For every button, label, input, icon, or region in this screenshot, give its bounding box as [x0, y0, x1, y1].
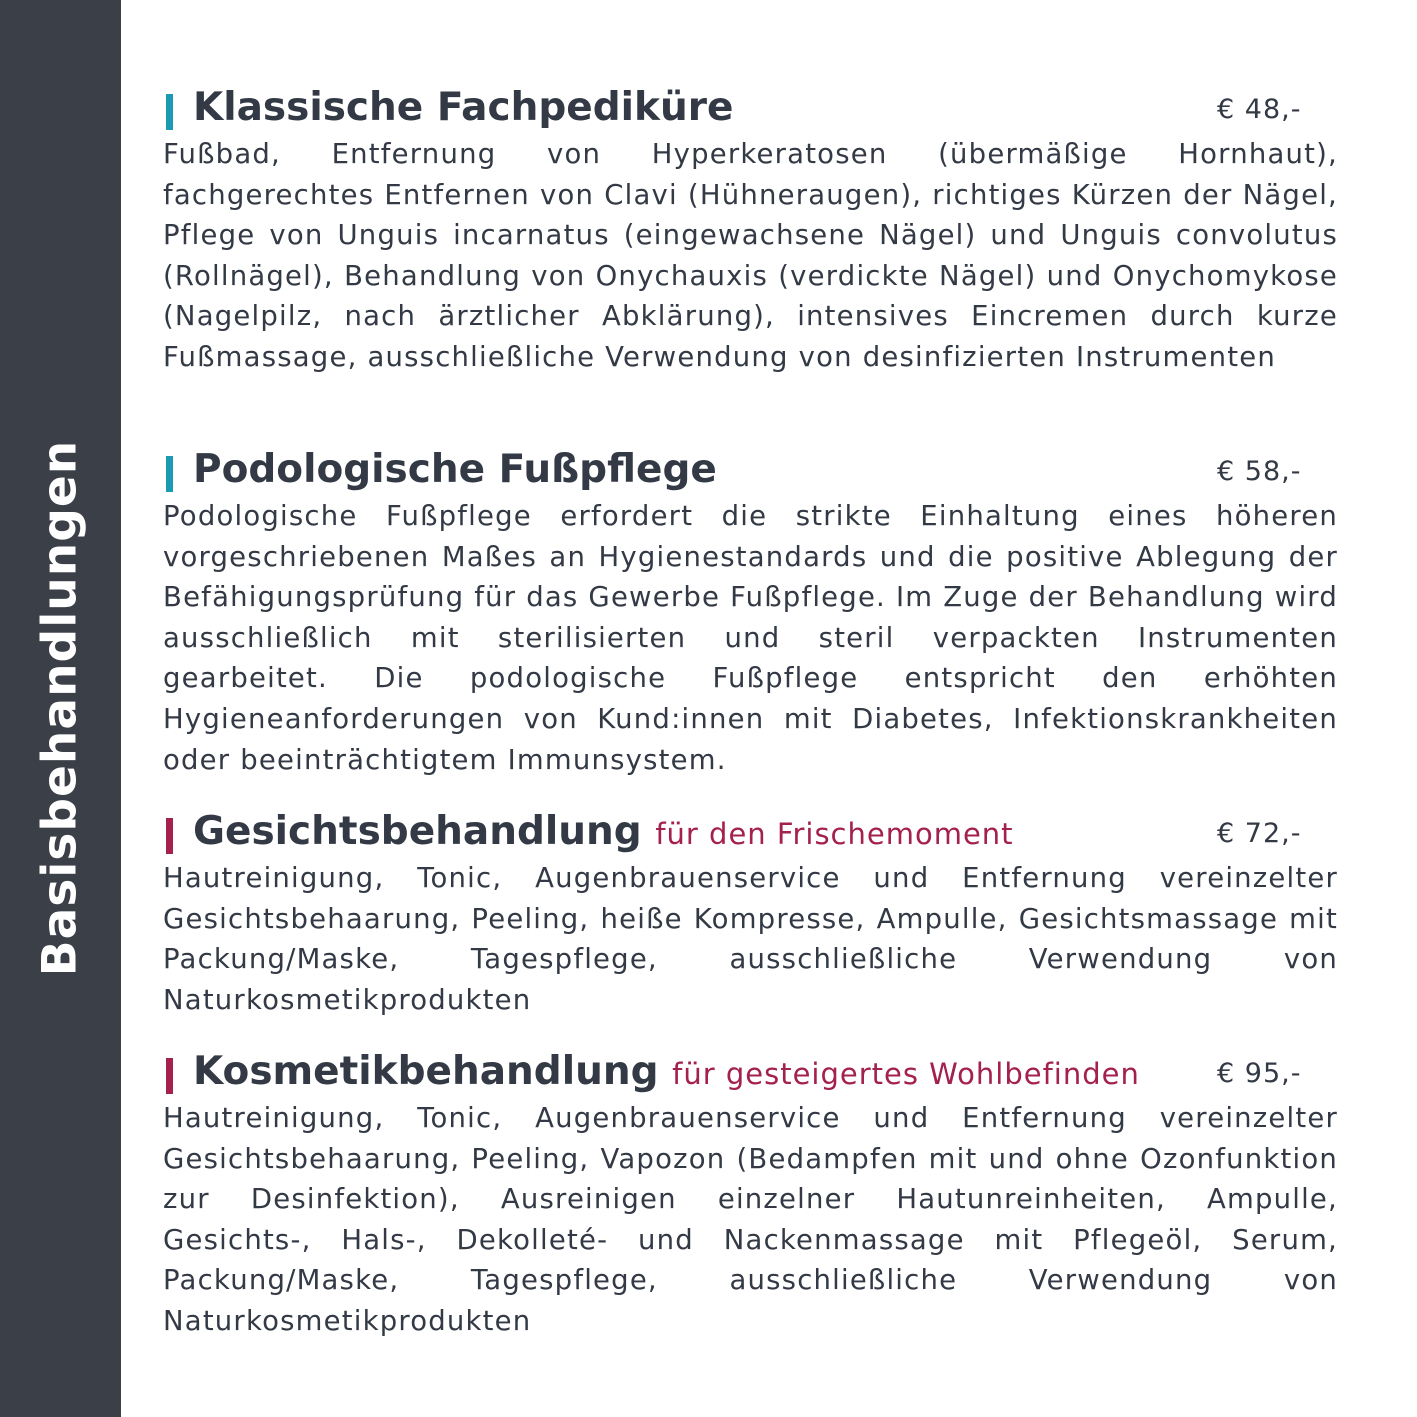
- accent-bar: [166, 94, 173, 130]
- service-price: € 58,-: [1217, 456, 1302, 487]
- accent-bar: [166, 456, 173, 492]
- service-header: [163, 86, 1338, 134]
- sidebar-title: Basisbehandlungen: [32, 439, 88, 977]
- service-section: [163, 86, 1338, 378]
- service-price: € 95,-: [1217, 1058, 1302, 1089]
- service-section: [163, 1050, 1338, 1342]
- service-description: Podologische Fußpflege erfordert die strikte Einhaltung eines höheren vorgeschriebenen Maßes an Hygienestandards und die positive Ablegung der Befähigungsprüfung für das Gewerbe Fußpflege. Im Zuge der Behandlung wird ausschließlich mit sterilisierten und steril verpackten Instrumenten gearbeitet. Die podologische Fußpflege entspricht den erhöhten Hygieneanforderungen von Kund:innen mit Diabetes, Infektionskrankheiten oder beeinträchtigtem Immunsystem.: [163, 500, 1338, 776]
- sidebar: [0, 0, 121, 1417]
- service-title-group: [193, 810, 1014, 856]
- service-title: Gesichtsbehandlung: [193, 809, 642, 854]
- service-header: [163, 448, 1338, 496]
- service-section: [163, 810, 1338, 1020]
- service-price: € 48,-: [1217, 94, 1302, 125]
- service-section: [163, 448, 1338, 780]
- service-price: € 72,-: [1217, 818, 1302, 849]
- service-header: [163, 810, 1338, 858]
- service-description: Hautreinigung, Tonic, Augenbrauenservice und Entfernung vereinzelter Gesichtsbehaarung, Peeling, Vapozon (Bedampfen mit und ohne Ozonfunktion zur Desinfektion), Ausreinigen einzelner Hautunreinheiten, Ampulle, Gesichts-, Hals-, Dekolleté- und Nackenmassage mit Pflegeöl, Serum, Packung/Maske, Tagespflege, ausschließliche Verwendung von Naturkosmetikprodukten: [163, 1102, 1338, 1337]
- service-subtitle: für den Frischemoment: [655, 817, 1014, 851]
- service-subtitle: für gesteigertes Wohlbefinden: [672, 1057, 1140, 1091]
- service-description: Hautreinigung, Tonic, Augenbrauenservice und Entfernung vereinzelter Gesichtsbehaarung, Peeling, heiße Kompresse, Ampulle, Gesichtsmassage mit Packung/Maske, Tagespflege, ausschließliche Verwendung von Naturkosmetikprodukten: [163, 862, 1338, 1016]
- service-title-group: [193, 1050, 1140, 1096]
- service-description: Fußbad, Entfernung von Hyperkeratosen (übermäßige Hornhaut), fachgerechtes Entfernen von Clavi (Hühneraugen), richtiges Kürzen der Nägel, Pflege von Unguis incarnatus (eingewachsene Nägel) und Unguis convolutus (Rollnägel), Behandlung von Onychauxis (verdickte Nägel) und Onychomykose (Nagelpilz, nach ärztlicher Abklärung), intensives Eincremen durch kurze Fußmassage, ausschließliche Verwendung von desinfizierten Instrumenten: [163, 138, 1338, 373]
- service-header: [163, 1050, 1338, 1098]
- service-title: Podologische Fußpflege: [193, 447, 717, 492]
- service-title: Kosmetikbehandlung: [193, 1049, 659, 1094]
- service-title: Klassische Fachpediküre: [193, 85, 734, 130]
- accent-bar: [166, 818, 173, 854]
- accent-bar: [166, 1058, 173, 1094]
